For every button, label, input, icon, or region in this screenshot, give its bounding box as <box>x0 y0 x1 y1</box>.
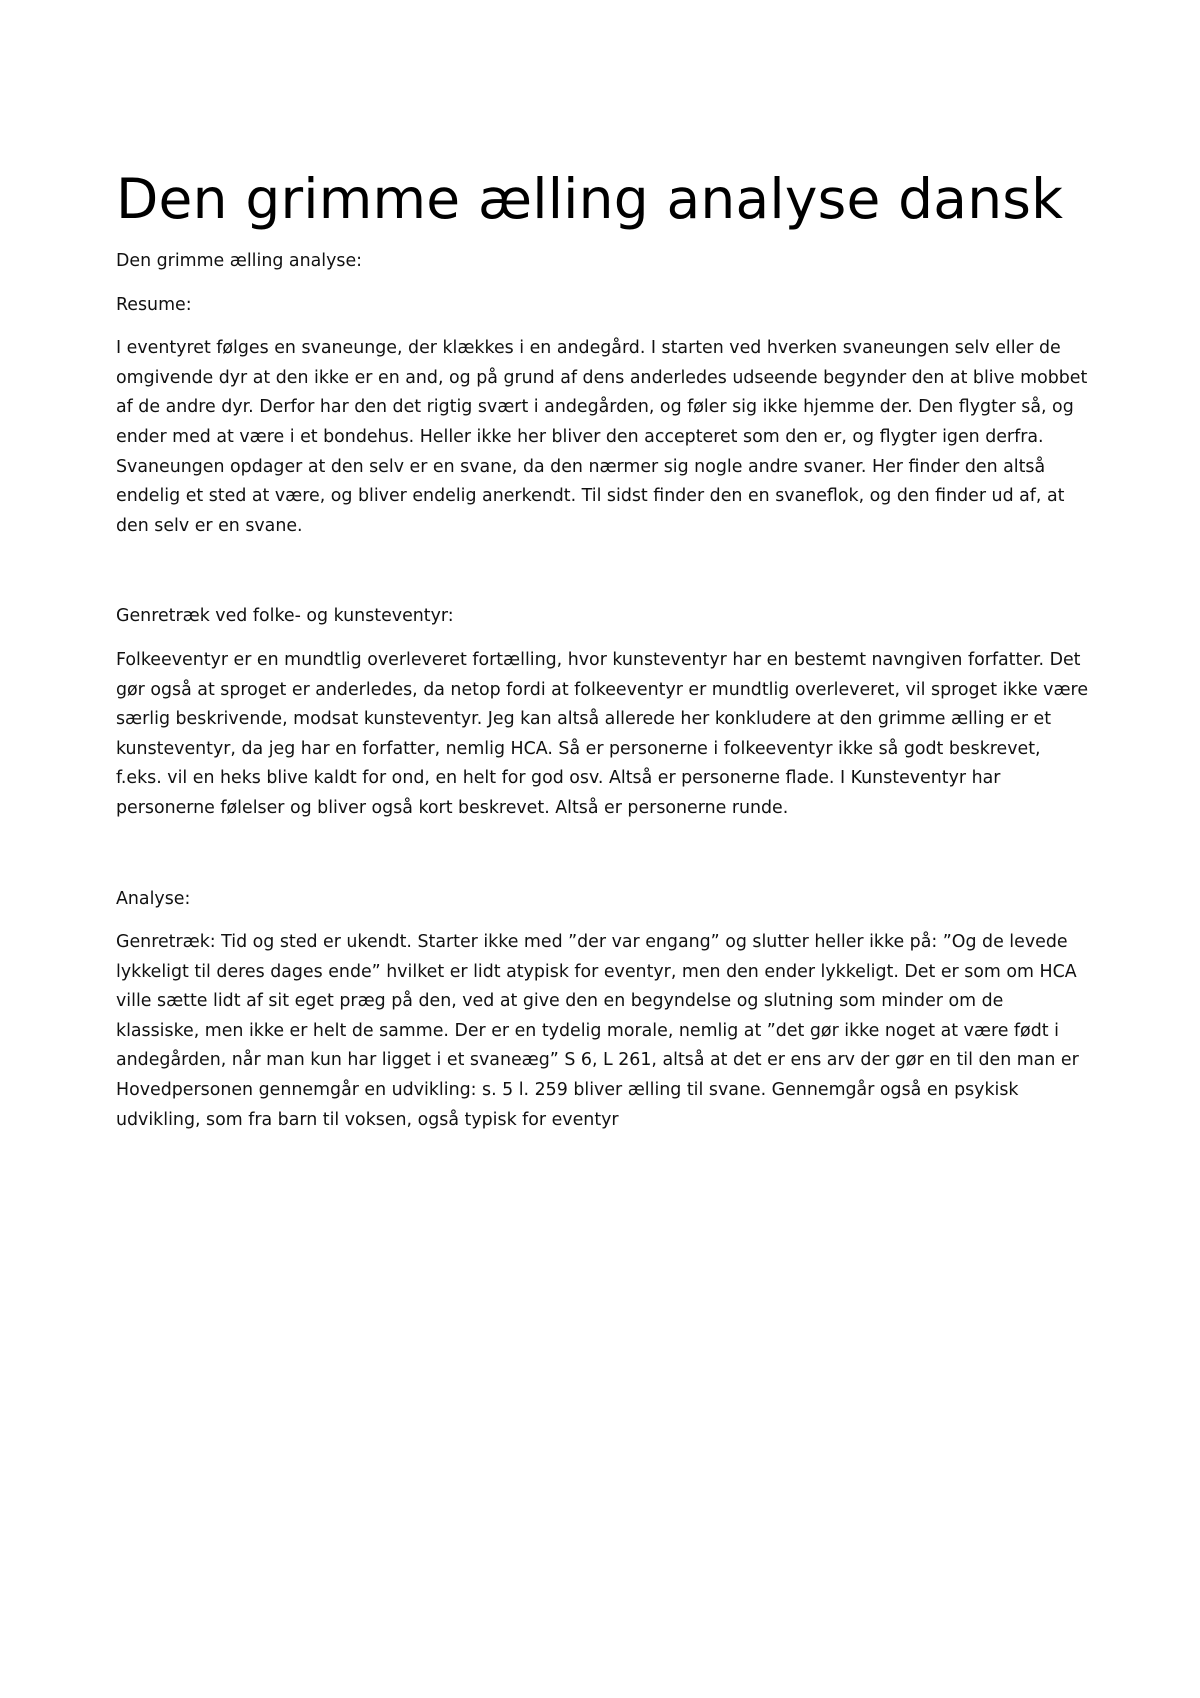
document-content <box>116 167 1091 1148</box>
document-subtitle: Den grimme ælling analyse: <box>116 251 363 271</box>
document-title: Den grimme ælling analyse dansk <box>116 167 1064 231</box>
section-paragraph-resume: I eventyret følges en svaneunge, der klækkes i en andegård. I starten ved hverken svaneungen selv eller de omgivende dyr at den ikke er en and, og på grund af dens anderledes udseende begynder den at blive mobbet af de andre dyr. Derfor har den det rigtig svært i andegården, og føler sig ikke hjemme der. Den flygter så, og ender med at være i et bondehus. Heller ikke her bliver den accepteret som den er, og flygter igen derfra. Svaneungen opdager at den selv er en svane, da den nærmer sig nogle andre svaner. Her finder den altså endelig et sted at være, og bliver endelig anerkendt. Til sidst finder den en svaneflok, og den finder ud af, at den selv er en svane. <box>116 338 1088 536</box>
section-heading-genretraek: Genretræk ved folke- og kunsteventyr: <box>116 606 454 627</box>
section-heading-resume: Resume: <box>116 294 192 315</box>
section-heading-analyse: Analyse: <box>116 888 191 909</box>
section-paragraph-analyse: Genretræk: Tid og sted er ukendt. Starter ikke med ”der var engang” og slutter heller ikke på: ”Og de levede lykkeligt til deres dages ende” hvilket er lidt atypisk for eventyr, men den ender lykkeligt. Det er som om HCA ville sætte lidt af sit eget præg på den, ved at give den en begyndelse og slutning som minder om de klassiske, men ikke er helt de samme. Der er en tydelig morale, nemlig at ”det gør ikke noget at være født i andegården, når man kun har ligget i et svaneæg” S 6, L 261, altså at det er ens arv der gør en til den man er Hovedpersonen gennemgår en udvikling: s. 5 l. 259 bliver ælling til svane. Gennemgår også en psykisk udvikling, som fra barn til voksen, også typisk for eventyr <box>116 932 1079 1130</box>
section-paragraph-genretraek: Folkeeventyr er en mundtlig overleveret fortælling, hvor kunsteventyr har en bestemt navngiven forfatter. Det gør også at sproget er anderledes, da netop fordi at folkeeventyr er mundtlig overleveret, vil sproget ikke være særlig beskrivende, modsat kunsteventyr. Jeg kan altså allerede her konkludere at den grimme ælling er et kunsteventyr, da jeg har en forfatter, nemlig HCA. Så er personerne i folkeeventyr ikke så godt beskrevet, f.eks. vil en heks blive kaldt for ond, en helt for god osv. Altså er personerne flade. I Kunsteventyr har personerne følelser og bliver også kort beskrevet. Altså er personerne runde. <box>116 649 1089 818</box>
